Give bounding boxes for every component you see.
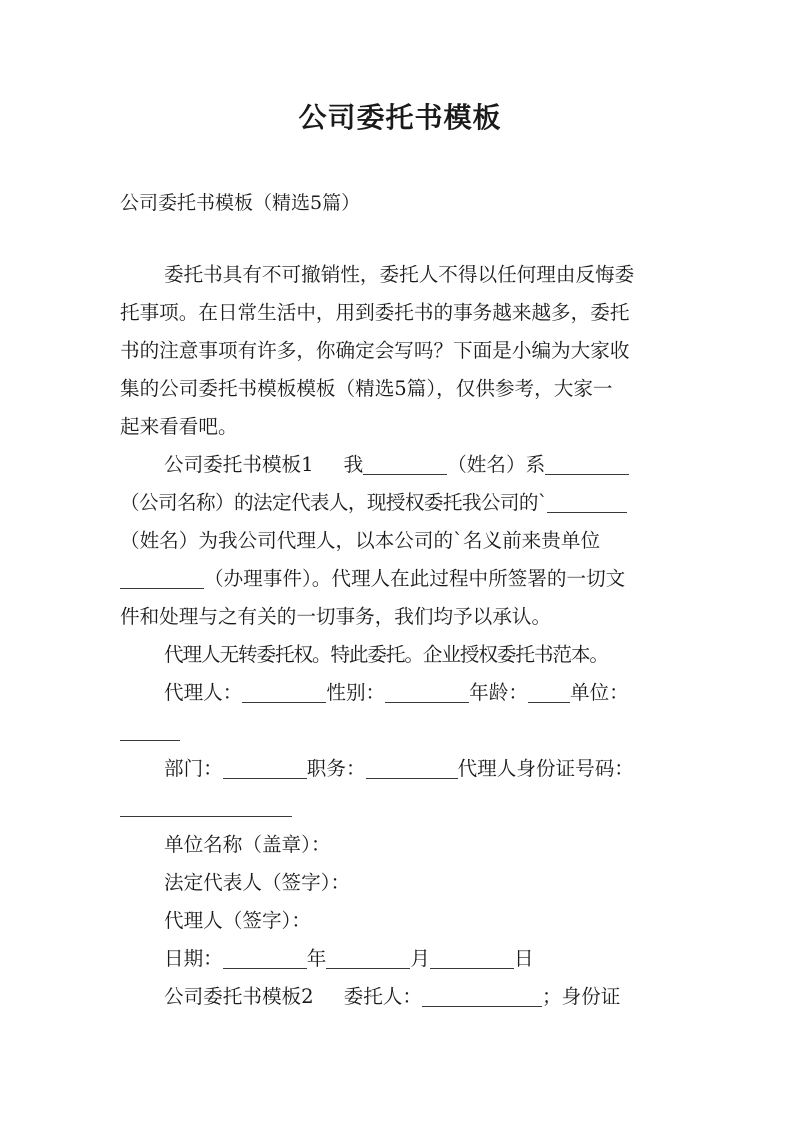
template1-line-6: 代理人无转委托权。特此委托。企业授权委托书范本。 [164,643,608,666]
template2-heading: 公司委托书模板2 [164,985,314,1008]
company-name-blank [545,452,629,475]
id-number-blank [120,794,292,817]
principal-blank [422,984,542,1007]
position-blank [366,756,458,779]
agent-sign-line: 代理人（签字）： [164,909,311,932]
gender-blank [385,680,469,703]
id-blank-line [120,788,680,826]
unit-blank-line [120,712,680,750]
name-blank [363,452,447,475]
month-label: 月 [410,947,430,970]
principal-label: 委托人： [343,985,422,1008]
intro-line-2: 托事项。在日常生活中，用到委托书的事务越来越多，委托 [120,301,630,324]
position-label: 职务： [306,757,366,780]
unit-blank [120,718,180,741]
intro-line-1: 委托书具有不可撤销性，委托人不得以任何理由反悔委 [164,263,635,286]
date-label: 日期： [164,947,223,970]
template1-first-line [120,446,680,484]
year-label: 年 [306,947,327,970]
template1-line-4 [120,560,680,598]
template1-line-2 [120,484,680,522]
document-subtitle: 公司委托书模板（精选5篇） [120,192,361,214]
template1-line-5: 件和处理与之有关的一切事务，我们均予以承认。 [120,605,552,628]
dept-info-line [120,750,680,788]
template1-p1-a: 我 [343,453,364,476]
agent-blank [242,680,326,703]
year-blank [223,946,307,969]
document-body [120,256,680,1016]
agent-label: 代理人： [164,681,243,704]
day-label: 日 [513,947,534,970]
age-label: 年龄： [469,681,528,704]
id-label: 代理人身份证号码： [457,757,634,780]
template2-first-line [120,978,680,1016]
company-seal-line: 单位名称（盖章）： [164,833,331,856]
document-title: 公司委托书模板 [298,101,502,134]
id-tail: ；身份证 [542,985,621,1008]
agent-info-line [120,674,680,712]
template1-p1-b: （姓名）系 [447,453,546,476]
matter-blank [120,566,204,589]
legal-rep-sign-line: 法定代表人（签字）： [164,871,351,894]
dept-label: 部门： [164,757,223,780]
template1-heading: 公司委托书模板1 [164,453,314,476]
day-blank [430,946,514,969]
employee-name-blank [547,490,627,513]
template1-p4: （办理事件）。代理人在此过程中所签署的一切文 [204,567,626,590]
template1-line-3: （姓名）为我公司代理人，以本公司的`名义前来贵单位 [120,529,601,552]
age-blank [528,680,570,703]
gender-label: 性别： [326,681,386,704]
template1-p2-a: （公司名称）的法定代表人，现授权委托我公司的` [120,491,548,514]
intro-line-5: 起来看看吧。 [120,415,238,438]
intro-line-3: 书的注意事项有许多，你确定会写吗？下面是小编为大家收 [120,339,630,362]
unit-label: 单位： [569,681,629,704]
intro-line-4: 集的公司委托书模板模板（精选5篇），仅供参考，大家一 [120,377,613,400]
dept-blank [223,756,307,779]
month-blank [326,946,410,969]
date-line [120,940,680,978]
